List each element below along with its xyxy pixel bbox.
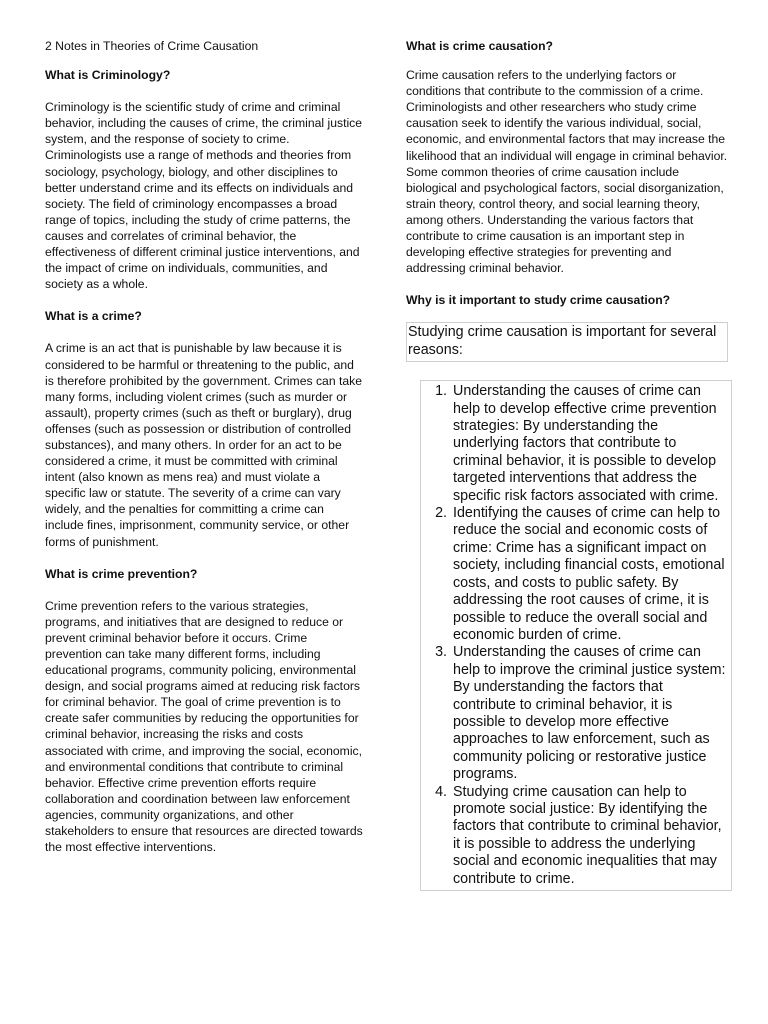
reasons-list	[421, 383, 727, 888]
reasons-list-box	[420, 380, 732, 891]
criminology-heading: What is Criminology?	[45, 68, 171, 83]
crime-causation-heading: What is crime causation?	[406, 39, 553, 53]
why-study-heading: Why is it important to study crime causation?	[406, 293, 671, 308]
crime-body: A crime is an act that is punishable by law because it is considered to be harmful or threatening to the public, and is therefore prohibited by the government. Crimes can take many forms, including violent crimes (such as murder or assault), property crimes (such as theft or burglary), drug offenses (such as possession or distribution of controlled substances), and many others. In order for an act to be considered a crime, it must be committed with criminal intent (also known as mens rea) and must violate a specific law or statute. The severity of a crime can vary widely, and the penalties for committing a crime can include fines, imprisonment, community service, or other forms of punishment.	[45, 341, 363, 549]
right-column	[406, 38, 728, 891]
left-column	[45, 38, 363, 855]
list-item: 3. Understanding the causes of crime can help to improve the criminal justice system: By understanding the factors that contribute to criminal behavior, it is possible to develop more effective approaches to law enforcement, such as community policing or restorative justice programs.	[451, 644, 727, 783]
intro-text-box: Studying crime causation is important for several reasons:	[406, 322, 728, 362]
list-item: 1. Understanding the causes of crime can help to develop effective crime prevention strategies: By understanding the underlying factors that contribute to criminal behavior, it is possible to develop targeted interventions that address the specific risk factors associated with crime.	[451, 383, 727, 505]
list-item: 4. Studying crime causation can help to promote social justice: By identifying the factors that contribute to criminal behavior, it is possible to address the underlying social and economic inequalities that may contribute to crime.	[451, 784, 727, 888]
crime-prevention-body: Crime prevention refers to the various strategies, programs, and initiatives that are designed to reduce or prevent criminal behavior before it occurs. Crime prevention can take many different forms, including educational programs, community policing, environmental design, and social programs aimed at reducing risk factors for criminal behavior. The goal of crime prevention is to create safer communities by reducing the opportunities for criminal behavior, increasing the risks and costs associated with crime, and improving the social, economic, and environmental conditions that contribute to criminal behavior. Effective crime prevention efforts require collaboration and coordination between law enforcement agencies, community organizations, and other stakeholders to ensure that resources are directed towards the most effective interventions.	[45, 598, 363, 855]
crime-prevention-heading: What is crime prevention?	[45, 566, 198, 581]
document-title: 2 Notes in Theories of Crime Causation	[45, 39, 259, 53]
crime-heading: What is a crime?	[45, 309, 142, 324]
criminology-body: Criminology is the scientific study of crime and criminal behavior, including the causes of crime, the criminal justice system, and the response of society to crime. Criminologists use a range of methods and theories from sociology, psychology, biology, and other disciplines to better understand crime and its effects on individuals and society. The field of criminology encompasses a broad range of topics, including the study of crime patterns, the causes and correlates of criminal behavior, the effectiveness of different criminal justice interventions, and the impact of crime on individuals, communities, and society as a whole.	[45, 100, 363, 292]
crime-causation-body: Crime causation refers to the underlying factors or conditions that contribute to the commission of a crime. Criminologists and other researchers who study crime causation seek to identify the various individual, social, economic, and environmental factors that may increase the likelihood that an individual will engage in criminal behavior. Some common theories of crime causation include biological and psychological factors, social disorganization, strain theory, control theory, and social learning theory, among others. Understanding the various factors that contribute to crime causation is an important step in developing effective strategies for preventing and addressing criminal behavior.	[406, 68, 728, 276]
list-item: 2. Identifying the causes of crime can help to reduce the social and economic costs of crime: Crime has a significant impact on society, including financial costs, emotional costs, and costs to public safety. By addressing the root causes of crime, it is possible to reduce the overall social and economic burden of crime.	[451, 505, 727, 644]
